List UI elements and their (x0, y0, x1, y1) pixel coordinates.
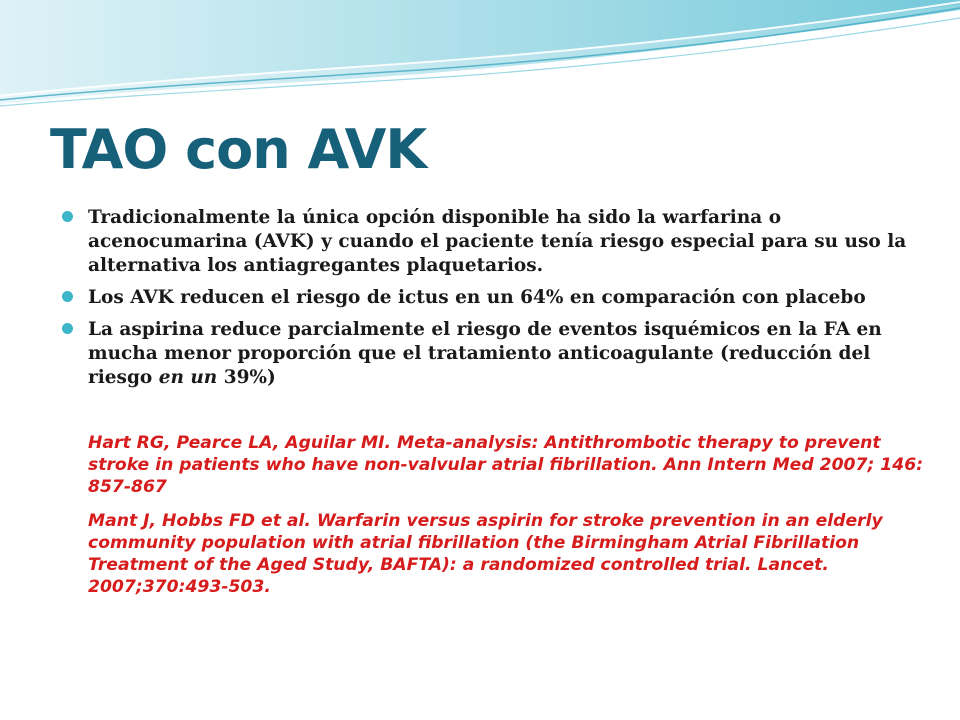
reference-citation: Hart RG, Pearce LA, Aguilar MI. Meta-analysis: Antithrombotic therapy to prevent stroke in patients who have non-valvular atrial fibrillation. Ann Intern Med 2007; 146: 857-867 (88, 433, 924, 497)
references (88, 432, 928, 610)
bullet-list (62, 206, 922, 398)
bullet-text-part: 39%) (217, 367, 276, 388)
bullet-dot-icon (62, 211, 73, 222)
wave-band-mid (0, 0, 960, 94)
bullet-item (62, 206, 922, 278)
bullet-item (62, 286, 922, 310)
header-wave-decoration (0, 0, 960, 120)
bullet-text: Los AVK reducen el riesgo de ictus en un 64% en comparación con placebo (88, 287, 866, 308)
bullet-text (88, 319, 882, 388)
slide-title: TAO con AVK (50, 118, 427, 181)
bullet-dot-icon (62, 323, 73, 334)
bullet-text-part: La aspirina reduce parcialmente el riesgo de eventos isquémicos en la FA en mucha menor proporción que el tratamiento anticoagulante (reducción del riesgo (88, 319, 882, 388)
bullet-text-italic: en un (158, 367, 218, 388)
bullet-item (62, 318, 922, 390)
bullet-text: Tradicionalmente la única opción disponible ha sido la warfarina o acenocumarina (AVK) y cuando el paciente tenía riesgo especial para su uso la alternativa los antiagregantes plaquetarios. (88, 207, 907, 276)
reference-citation: Mant J, Hobbs FD et al. Warfarin versus aspirin for stroke prevention in an elderly community population with atrial fibrillation (the Birmingham Atrial Fibrillation Treatment of the Aged Study, BAFTA): a randomized controlled trial. Lancet. 2007;370:493-503. (88, 511, 883, 597)
bullet-dot-icon (62, 291, 73, 302)
